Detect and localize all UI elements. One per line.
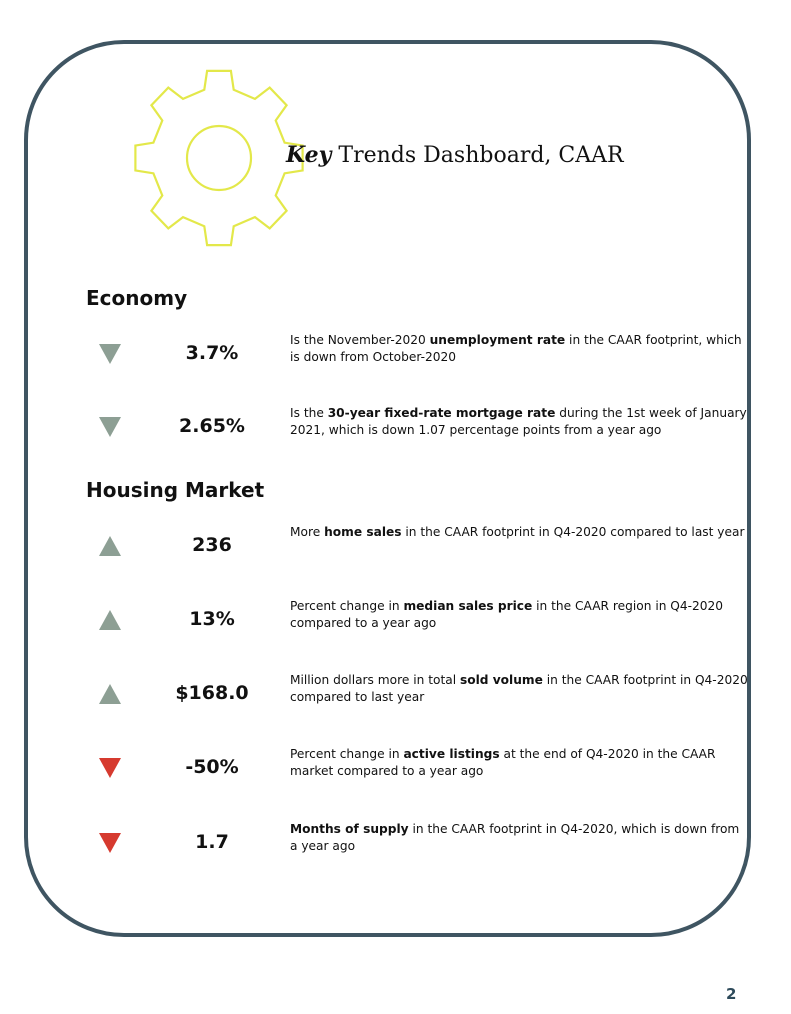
metric-description: Percent change in active listings at the end of Q4-2020 in the CAAR market compared to a year ago bbox=[290, 747, 716, 778]
title-rest: Trends Dashboard, CAAR bbox=[331, 143, 624, 168]
up-arrow-icon bbox=[99, 684, 121, 704]
metric-value: -50% bbox=[185, 756, 239, 778]
down-arrow-icon bbox=[99, 417, 121, 437]
down-arrow-icon bbox=[99, 833, 121, 853]
down-arrow-icon bbox=[99, 758, 121, 778]
metric-row bbox=[0, 524, 791, 574]
metric-value: 2.65% bbox=[179, 415, 245, 437]
metric-value: 3.7% bbox=[185, 342, 239, 364]
gear-icon bbox=[134, 66, 304, 250]
up-arrow-icon bbox=[99, 536, 121, 556]
metric-row bbox=[0, 405, 791, 455]
metric-row bbox=[0, 598, 791, 648]
down-arrow-icon bbox=[99, 344, 121, 364]
metric-value: 236 bbox=[192, 534, 232, 556]
page-title bbox=[286, 142, 624, 168]
metric-description: More home sales in the CAAR footprint in Q4-2020 compared to last year bbox=[290, 525, 745, 539]
title-key-word: Key bbox=[286, 142, 332, 168]
metric-description: Is the 30-year fixed-rate mortgage rate during the 1st week of January 2021, which is down 1.07 percentage points from a year ago bbox=[290, 406, 747, 437]
section-title-economy: Economy bbox=[86, 286, 188, 310]
metric-row bbox=[0, 672, 791, 722]
page-number: 2 bbox=[726, 985, 737, 1003]
metric-value: 13% bbox=[189, 608, 235, 630]
metric-row bbox=[0, 332, 791, 382]
metric-description: Months of supply in the CAAR footprint in Q4-2020, which is down from a year ago bbox=[290, 822, 740, 853]
up-arrow-icon bbox=[99, 610, 121, 630]
metric-description: Million dollars more in total sold volume in the CAAR footprint in Q4-2020 compared to last year bbox=[290, 673, 748, 704]
metric-description: Is the November-2020 unemployment rate in the CAAR footprint, which is down from October-2020 bbox=[290, 333, 742, 364]
metric-description: Percent change in median sales price in the CAAR region in Q4-2020 compared to a year ago bbox=[290, 599, 724, 630]
metric-row bbox=[0, 821, 791, 871]
section-title-housing-market: Housing Market bbox=[86, 478, 265, 502]
metric-value: 1.7 bbox=[195, 831, 229, 853]
metric-value: $168.0 bbox=[175, 682, 249, 704]
metric-row bbox=[0, 746, 791, 796]
